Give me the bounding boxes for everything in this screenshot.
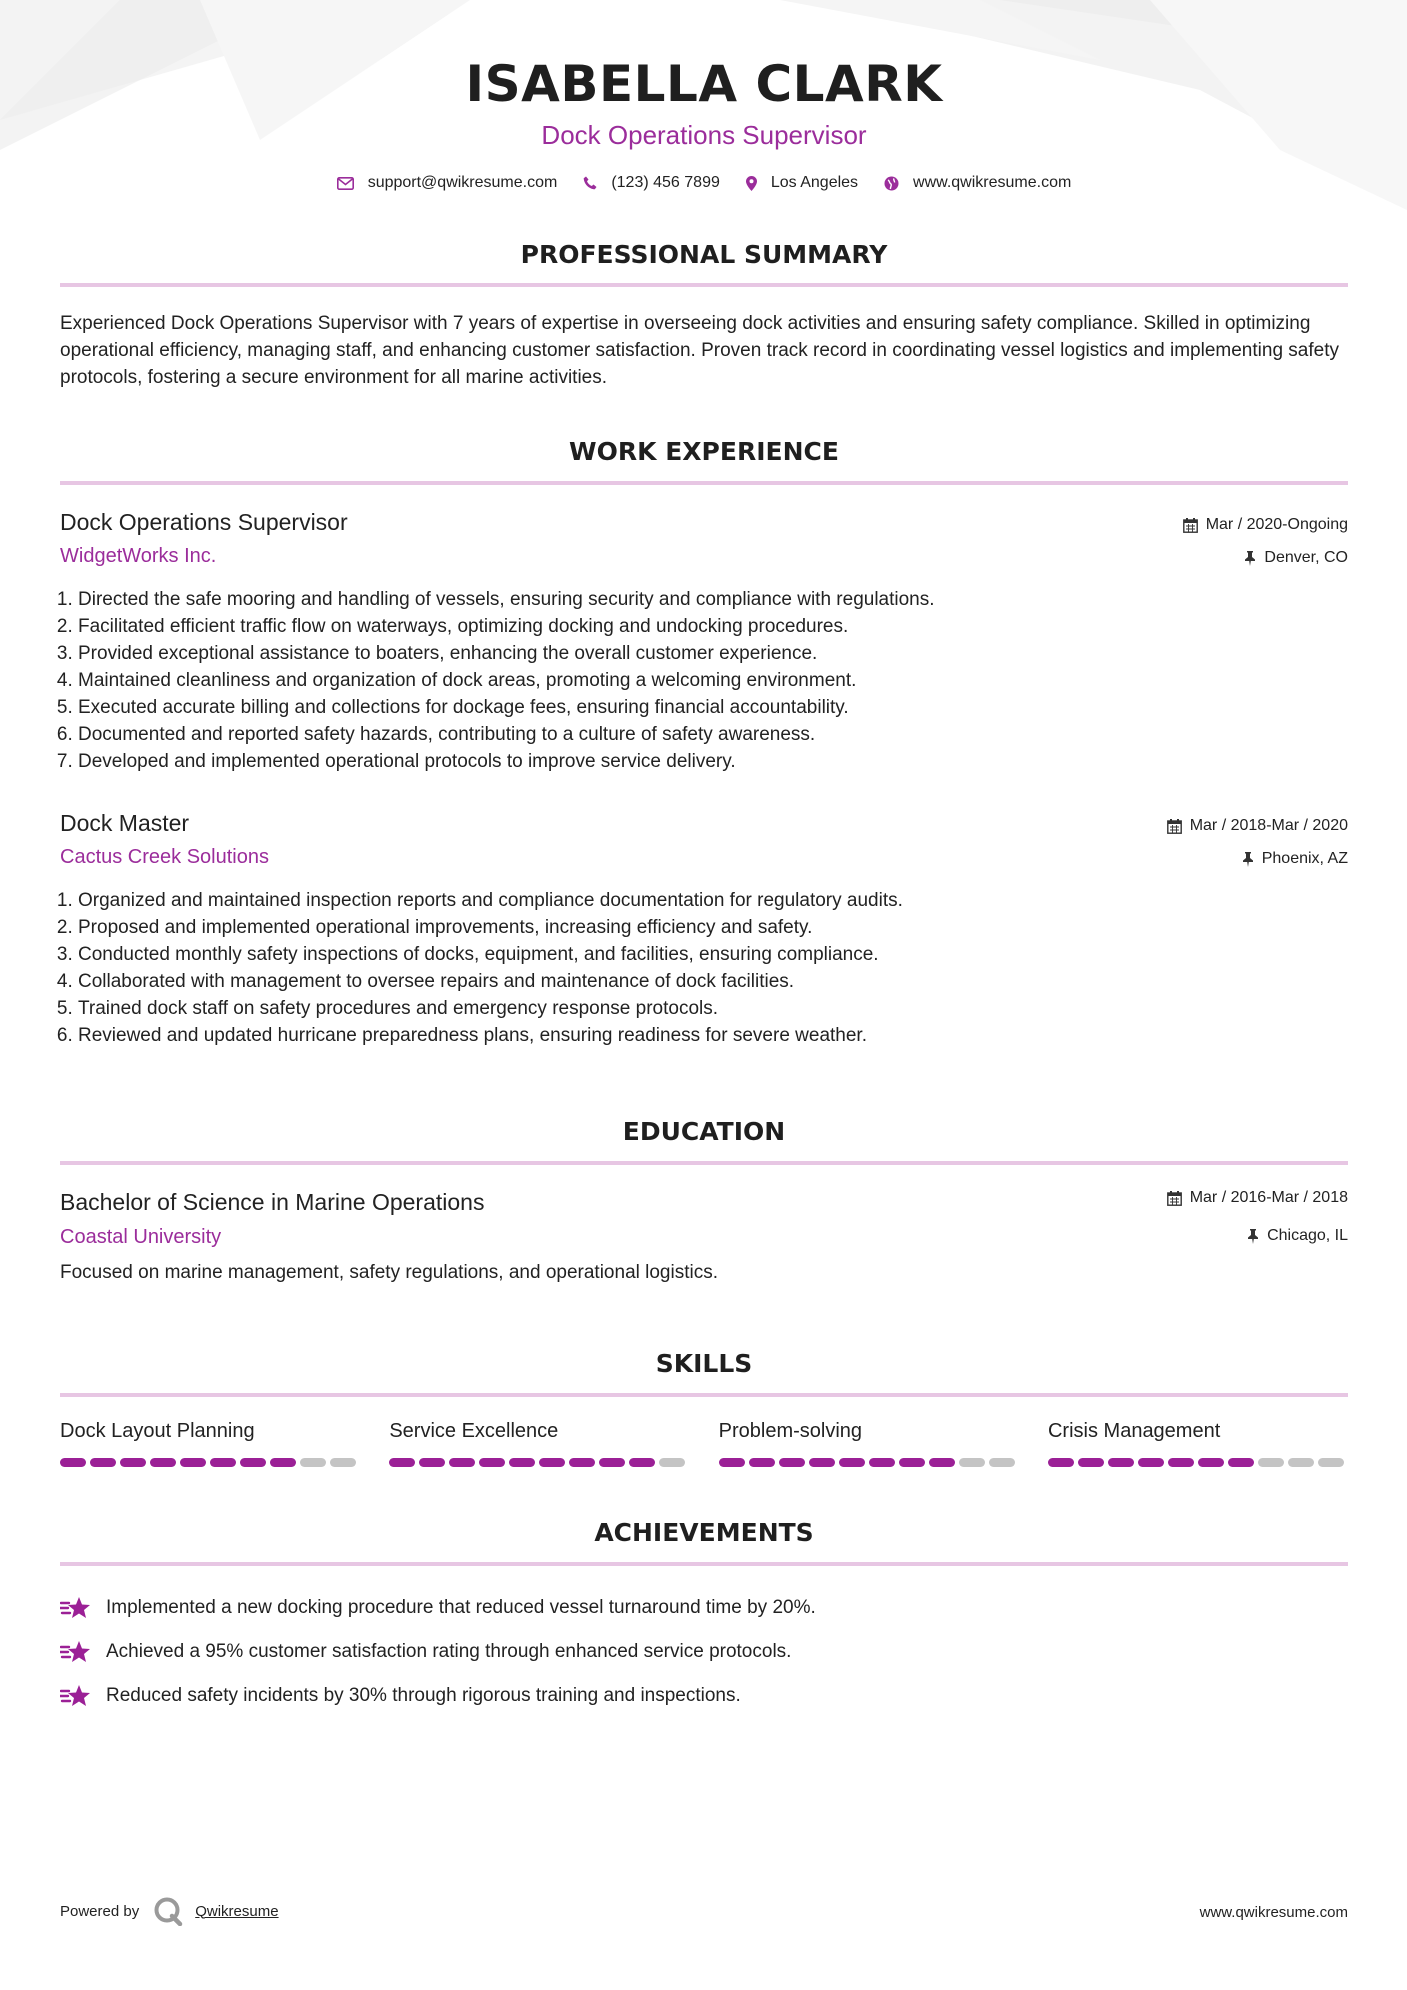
job-company: Cactus Creek Solutions <box>60 846 269 868</box>
skill-segment-empty <box>989 1458 1015 1467</box>
footer-powered-by <box>60 1896 279 1926</box>
skill-segment-empty <box>959 1458 985 1467</box>
job-date-text: Mar / 2020-Ongoing <box>1205 516 1348 533</box>
achievement-item <box>60 1630 1348 1674</box>
section-divider <box>60 283 1348 287</box>
list-item: 2. Proposed and implemented operational improvements, increasing efficiency and safety. <box>78 914 1366 941</box>
section-title-education: EDUCATION <box>622 1117 786 1146</box>
education-location-text: Chicago, IL <box>1267 1227 1348 1244</box>
skill-segment-filled <box>809 1458 835 1467</box>
skill-segment-filled <box>150 1458 176 1467</box>
job-location-text: Denver, CO <box>1264 549 1348 566</box>
section-title-achievements: ACHIEVEMENTS <box>594 1518 814 1547</box>
skill-segment-filled <box>839 1458 865 1467</box>
skill-level-bar <box>389 1458 689 1467</box>
list-item: 6. Reviewed and updated hurricane preparedness plans, ensuring readiness for severe weather. <box>78 1022 1366 1049</box>
contact-website[interactable] <box>884 174 1071 192</box>
education-degree: Bachelor of Science in Marine Operations <box>60 1189 485 1215</box>
skill-item <box>719 1420 1019 1467</box>
list-item: 1. Organized and maintained inspection reports and compliance documentation for regulatory audits. <box>78 887 1366 914</box>
skill-segment-filled <box>449 1458 475 1467</box>
footer-website[interactable]: www.qwikresume.com <box>1199 1904 1348 1921</box>
skill-segment-filled <box>569 1458 595 1467</box>
shooting-star-icon <box>60 1683 92 1709</box>
job-duties-list <box>60 887 1366 1049</box>
candidate-name: ISABELLA CLARK <box>465 55 943 113</box>
skill-level-bar <box>1048 1458 1348 1467</box>
skill-segment-filled <box>539 1458 565 1467</box>
calendar-icon <box>1167 819 1182 834</box>
qwikresume-link[interactable]: Qwikresume <box>195 1902 279 1920</box>
summary-text: Experienced Dock Operations Supervisor with 7 years of expertise in overseeing dock activities and ensuring safety compliance. Skilled in optimizing operational efficiency, managing staff, and enhancing customer satisfaction. Proven track record in coordinating vessel logistics and implementing safety protocols, fostering a secure environment for all marine activities. <box>60 313 1339 388</box>
contact-website-text: www.qwikresume.com <box>913 174 1072 191</box>
education-description: Focused on marine management, safety regulations, and operational logistics. <box>60 1262 718 1283</box>
skill-segment-filled <box>210 1458 236 1467</box>
achievement-text: Achieved a 95% customer satisfaction rating through enhanced service protocols. <box>106 1641 792 1662</box>
skill-segment-filled <box>1078 1458 1104 1467</box>
job-location-text: Phoenix, AZ <box>1261 850 1348 867</box>
skill-segment-filled <box>509 1458 535 1467</box>
header-background-decoration <box>0 0 1407 230</box>
education-date-text: Mar / 2016-Mar / 2018 <box>1189 1189 1348 1206</box>
contact-email-text: support@qwikresume.com <box>367 174 558 191</box>
envelope-icon <box>337 177 354 190</box>
achievement-text: Implemented a new docking procedure that reduced vessel turnaround time by 20%. <box>106 1597 816 1618</box>
skill-segment-filled <box>270 1458 296 1467</box>
skill-segment-filled <box>240 1458 266 1467</box>
phone-icon <box>583 176 597 190</box>
education-location <box>1247 1227 1348 1245</box>
skill-segment-empty <box>1318 1458 1344 1467</box>
skill-segment-filled <box>1198 1458 1224 1467</box>
skill-segment-filled <box>389 1458 415 1467</box>
skill-segment-filled <box>1228 1458 1254 1467</box>
pushpin-icon <box>1242 852 1254 867</box>
section-divider <box>60 481 1348 485</box>
powered-by-label: Powered by <box>60 1902 140 1920</box>
skill-segment-filled <box>1168 1458 1194 1467</box>
skill-segment-empty <box>330 1458 356 1467</box>
skill-item <box>60 1420 360 1467</box>
skill-name: Service Excellence <box>389 1420 559 1442</box>
qwikresume-logo-icon <box>153 1896 185 1926</box>
skill-segment-empty <box>300 1458 326 1467</box>
skill-segment-empty <box>1258 1458 1284 1467</box>
contact-bar <box>60 174 1348 192</box>
list-item: 5. Trained dock staff on safety procedures and emergency response protocols. <box>78 995 1366 1022</box>
section-divider <box>60 1393 1348 1397</box>
skill-segment-filled <box>869 1458 895 1467</box>
list-item: 3. Provided exceptional assistance to boaters, enhancing the overall customer experience. <box>78 640 1366 667</box>
skill-level-bar <box>60 1458 360 1467</box>
job-title: Dock Master <box>60 810 190 836</box>
list-item: 7. Developed and implemented operational protocols to improve service delivery. <box>78 748 1366 775</box>
contact-phone[interactable] <box>583 174 720 192</box>
achievements-list <box>60 1586 1348 1718</box>
list-item: 6. Documented and reported safety hazards, contributing to a culture of safety awareness. <box>78 721 1366 748</box>
skill-segment-filled <box>749 1458 775 1467</box>
list-item: 3. Conducted monthly safety inspections of docks, equipment, and facilities, ensuring compliance. <box>78 941 1366 968</box>
pushpin-icon <box>1244 551 1256 566</box>
section-title-skills: SKILLS <box>655 1349 753 1378</box>
skill-name: Dock Layout Planning <box>60 1420 255 1442</box>
job-company: WidgetWorks Inc. <box>60 545 217 567</box>
contact-phone-text: (123) 456 7899 <box>611 174 720 191</box>
skill-segment-filled <box>629 1458 655 1467</box>
skill-segment-filled <box>899 1458 925 1467</box>
skill-segment-filled <box>929 1458 955 1467</box>
achievement-item <box>60 1674 1348 1718</box>
skill-segment-filled <box>1108 1458 1134 1467</box>
job-title: Dock Operations Supervisor <box>60 509 348 535</box>
skill-segment-filled <box>1138 1458 1164 1467</box>
candidate-role: Dock Operations Supervisor <box>541 120 867 150</box>
shooting-star-icon <box>60 1639 92 1665</box>
contact-location-text: Los Angeles <box>770 174 859 191</box>
skill-segment-filled <box>60 1458 86 1467</box>
job-date <box>1167 817 1348 835</box>
skill-segment-filled <box>419 1458 445 1467</box>
contact-location[interactable] <box>746 174 858 192</box>
job-date <box>1183 516 1348 534</box>
skill-segment-filled <box>479 1458 505 1467</box>
skill-segment-filled <box>719 1458 745 1467</box>
skill-segment-filled <box>779 1458 805 1467</box>
map-marker-icon <box>746 176 757 191</box>
calendar-icon <box>1183 518 1198 533</box>
skill-segment-filled <box>599 1458 625 1467</box>
section-divider <box>60 1562 1348 1566</box>
education-school: Coastal University <box>60 1226 222 1248</box>
skill-segment-empty <box>659 1458 685 1467</box>
education-date <box>1167 1189 1348 1207</box>
skill-segment-filled <box>90 1458 116 1467</box>
list-item: 2. Facilitated efficient traffic flow on waterways, optimizing docking and undocking procedures. <box>78 613 1366 640</box>
job-location <box>1244 549 1348 567</box>
job-duties-list <box>60 586 1366 775</box>
skill-item <box>1048 1420 1348 1467</box>
contact-email[interactable] <box>337 174 558 192</box>
achievement-text: Reduced safety incidents by 30% through rigorous training and inspections. <box>106 1685 741 1706</box>
skill-level-bar <box>719 1458 1019 1467</box>
list-item: 4. Collaborated with management to oversee repairs and maintenance of dock facilities. <box>78 968 1366 995</box>
skill-name: Problem-solving <box>718 1420 863 1442</box>
job-date-text: Mar / 2018-Mar / 2020 <box>1189 817 1348 834</box>
skill-segment-empty <box>1288 1458 1314 1467</box>
calendar-icon <box>1167 1191 1182 1206</box>
list-item: 4. Maintained cleanliness and organization of dock areas, promoting a welcoming environment. <box>78 667 1366 694</box>
globe-icon <box>884 176 899 191</box>
pushpin-icon <box>1247 1229 1259 1244</box>
section-title-summary: PROFESSIONAL SUMMARY <box>520 240 888 269</box>
shooting-star-icon <box>60 1595 92 1621</box>
list-item: 1. Directed the safe mooring and handling of vessels, ensuring security and compliance with regulations. <box>78 586 1366 613</box>
skills-list <box>60 1420 1348 1467</box>
section-title-experience: WORK EXPERIENCE <box>569 437 839 466</box>
section-divider <box>60 1161 1348 1165</box>
skill-segment-filled <box>180 1458 206 1467</box>
skill-item <box>389 1420 689 1467</box>
job-location <box>1242 850 1348 868</box>
skill-segment-filled <box>120 1458 146 1467</box>
list-item: 5. Executed accurate billing and collections for dockage fees, ensuring financial accountability. <box>78 694 1366 721</box>
achievement-item <box>60 1586 1348 1630</box>
skill-segment-filled <box>1048 1458 1074 1467</box>
skill-name: Crisis Management <box>1047 1420 1221 1442</box>
